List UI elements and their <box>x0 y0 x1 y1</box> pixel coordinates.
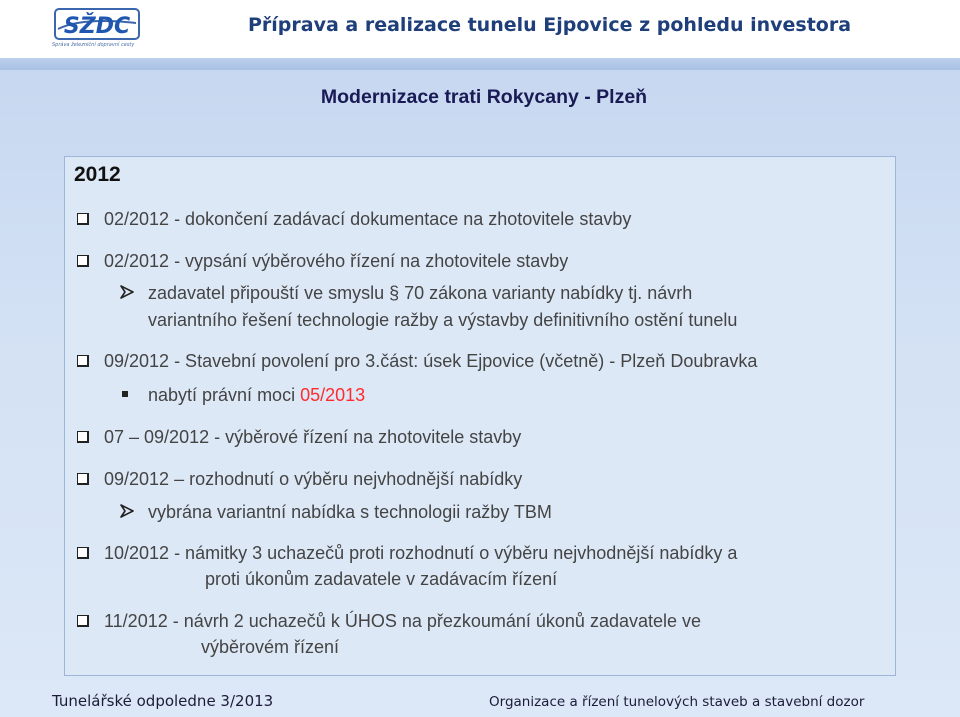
arrow-bullet-icon <box>119 503 135 519</box>
list-item: 09/2012 – rozhodnutí o výběru nejvhodnější nabídky <box>104 469 523 489</box>
checkbox-bullet-icon <box>77 213 89 225</box>
footer-left: Tunelářské odpoledne 3/2013 <box>52 692 274 710</box>
list-item-line-2: variantního řešení technologie ražby a výstavby definitivního ostění tunelu <box>148 310 738 330</box>
list-item: 07 – 09/2012 - výběrové řízení na zhotovitele stavby <box>104 427 522 447</box>
list-item: 09/2012 - Stavební povolení pro 3.část: úsek Ejpovice (včetně) - Plzeň Doubravka <box>104 351 758 371</box>
checkbox-bullet-icon <box>77 255 89 267</box>
list-item: 02/2012 - vypsání výběrového řízení na zhotovitele stavby <box>104 251 569 271</box>
list-item <box>148 382 365 408</box>
list-item: vybrána variantní nabídka s technologii ražby TBM <box>148 502 552 522</box>
content-panel <box>64 156 896 676</box>
slide-subtitle: Modernizace trati Rokycany - Plzeň <box>320 86 648 108</box>
logo-subtext: Správa železniční dopravní cesty <box>52 42 135 48</box>
year-heading: 2012 <box>74 163 121 186</box>
square-bullet-icon <box>122 391 128 397</box>
logo-text: SŽDC <box>63 14 131 39</box>
list-item-line-1: zadavatel připouští ve smyslu § 70 zákona varianty nabídky tj. návrh <box>148 283 693 303</box>
highlight-date: 05/2013 <box>300 385 366 405</box>
footer-right: Organizace a řízení tunelových staveb a stavební dozor <box>489 694 865 710</box>
list-item-text: nabytí právní moci <box>148 385 301 405</box>
list-item-line-2: výběrovém řízení <box>201 637 340 657</box>
list-item-line-2: proti úkonům zadavatele v zadávacím řízení <box>205 569 558 589</box>
list-item-line-1: 10/2012 - námitky 3 uchazečů proti rozhodnutí o výběru nejvhodnější nabídky a <box>104 543 738 563</box>
checkbox-bullet-icon <box>77 431 89 443</box>
checkbox-bullet-icon <box>77 547 89 559</box>
checkbox-bullet-icon <box>77 355 89 367</box>
list-item: 02/2012 - dokončení zadávací dokumentace na zhotovitele stavby <box>104 209 632 229</box>
arrow-bullet-icon <box>119 284 135 300</box>
header-bar <box>0 58 960 70</box>
list-item-line-1: 11/2012 - návrh 2 uchazečů k ÚHOS na přezkoumání úkonů zadavatele ve <box>104 611 702 631</box>
page-title: Příprava a realizace tunelu Ejpovice z pohledu investora <box>248 14 852 36</box>
checkbox-bullet-icon <box>77 615 89 627</box>
checkbox-bullet-icon <box>77 473 89 485</box>
